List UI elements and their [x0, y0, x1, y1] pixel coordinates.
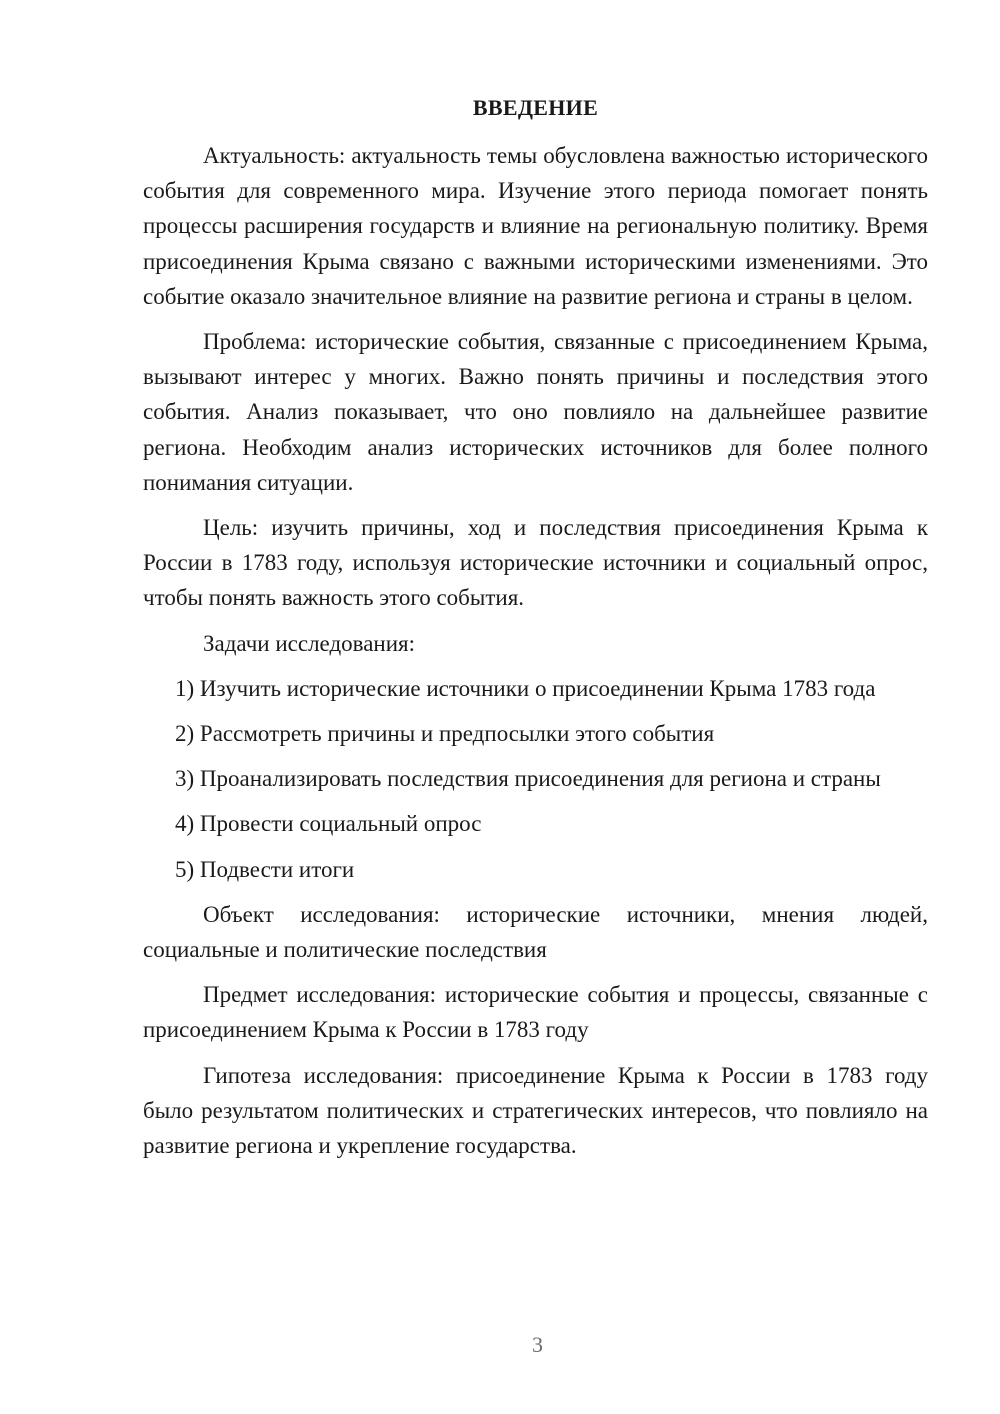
task-item-1: 1) Изучить исторические источники о присоединении Крыма 1783 года — [175, 675, 876, 701]
document-body — [143, 90, 928, 1173]
task-item-4: 4) Провести социальный опрос — [175, 811, 482, 837]
task-item-5: 5) Подвести итоги — [175, 856, 355, 882]
object-paragraph: Объект исследования: исторические источники, мнения людей, социальные и политические последствия — [143, 901, 928, 963]
tasks-title: Задачи исследования: — [203, 630, 416, 656]
relevance-paragraph: Актуальность: актуальность темы обусловлена важностью исторического события для современного мира. Изучение этого периода помогает понять процессы расширения государств и влияние на региональную политику. Время присоединения Крыма связано с важными историческими изменениями. Это событие оказало значительное влияние на развитие региона и страны в целом. — [143, 143, 928, 309]
problem-paragraph: Проблема: исторические события, связанные с присоединением Крыма, вызывают интерес у многих. Важно понять причины и последствия этого события. Анализ показывает, что оно повлияло на дальнейшее развитие региона. Необходим анализ исторических источников для более полного понимания ситуации. — [143, 329, 928, 495]
subject-paragraph: Предмет исследования: исторические события и процессы, связанные с присоединением Крыма к России в 1783 году — [143, 982, 928, 1043]
hypothesis-paragraph: Гипотеза исследования: присоединение Крыма к России в 1783 году было результатом политических и стратегических интересов, что повлияло на развитие региона и укрепление государства. — [143, 1062, 928, 1159]
task-item-2: 2) Рассмотреть причины и предпосылки этого события — [175, 721, 715, 747]
goal-paragraph: Цель: изучить причины, ход и последствия присоединения Крыма к России в 1783 году, используя исторические источники и социальный опрос, чтобы понять важность этого события. — [143, 515, 928, 611]
task-item-3: 3) Проанализировать последствия присоединения для региона и страны — [175, 766, 881, 792]
page-number: 3 — [532, 1332, 543, 1357]
section-heading: ВВЕДЕНИЕ — [472, 95, 599, 120]
